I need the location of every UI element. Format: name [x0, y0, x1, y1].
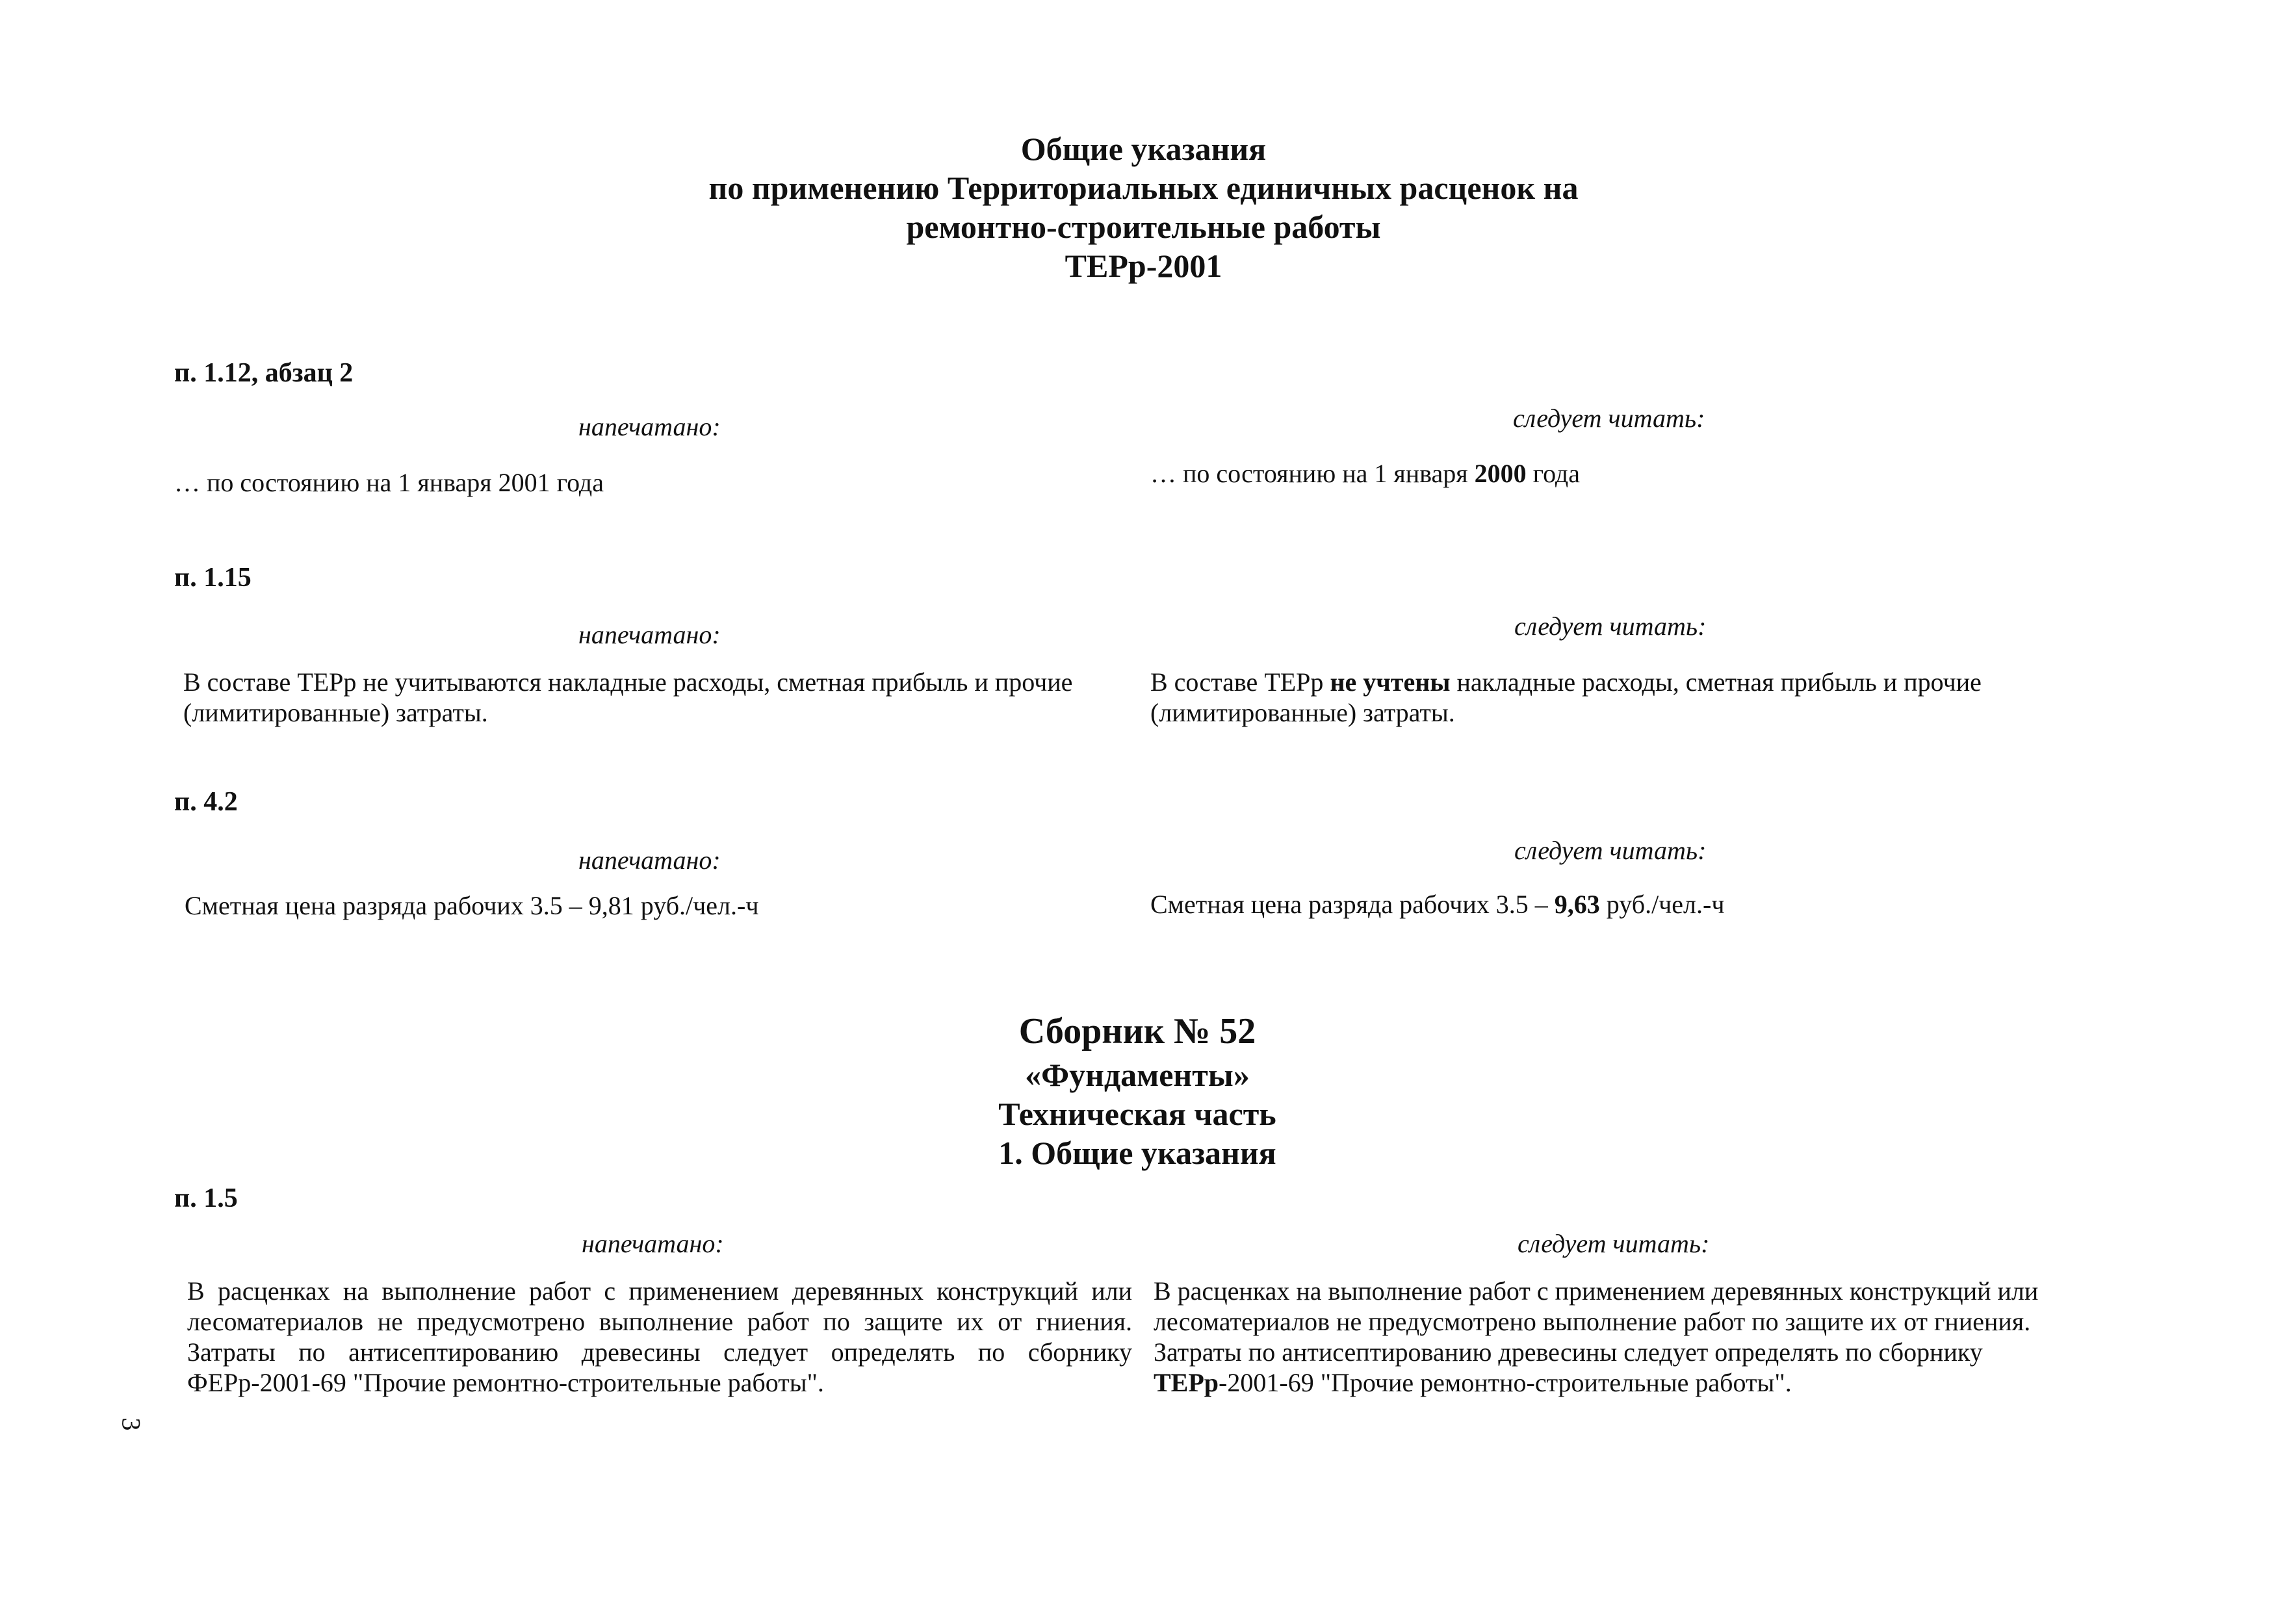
emphasis: ТЕРр [1154, 1368, 1219, 1397]
emphasis: 9,63 [1554, 890, 1600, 919]
section-ref-1-5: п. 1.5 [174, 1183, 238, 1213]
should-read-label: следует читать: [1514, 836, 1707, 865]
collection-name: «Фундаменты» [1025, 1057, 1250, 1093]
collection-title: Сборник № 52 [1018, 1011, 1256, 1051]
should-read-text [1150, 889, 1724, 920]
printed-label: напечатано: [578, 845, 721, 875]
collection-chapter: 1. Общие указания [998, 1135, 1276, 1171]
section-ref-4-2: п. 4.2 [174, 787, 238, 817]
text-part: В расценках на выполнение работ с применением деревянных конструкций или лесоматериалов не предусмотрено выполнение работ по защите их от гниения. Затраты по антисептированию древесины следует определять по сборнику [1154, 1276, 2039, 1367]
header-title-line-1: Общие указания [1020, 131, 1267, 167]
printed-text: В расценках на выполнение работ с применением деревянных конструкций или лесоматериалов не предусмотрено выполнение работ по защите их от гниения. Затраты по антисептированию древесины следует определять по сборнику ФЕРр-2001-69 "Прочие ремонтно-строительные работы". [187, 1276, 1132, 1397]
printed-text: … по состоянию на 1 января 2001 года [174, 468, 604, 497]
text-part: Сметная цена разряда рабочих 3.5 – [1150, 890, 1555, 919]
printed-text: Сметная цена разряда рабочих 3.5 – 9,81 руб./чел.-ч [185, 891, 759, 920]
emphasis: 2000 [1474, 459, 1527, 488]
header-title-line-4: ТЕРр-2001 [1065, 248, 1222, 284]
should-read-label: следует читать: [1513, 404, 1705, 433]
text-part: В составе ТЕРр [1150, 667, 1330, 697]
should-read-label: следует читать: [1518, 1229, 1710, 1258]
section-ref-1-12: п. 1.12, абзац 2 [174, 358, 354, 388]
section-ref-1-15: п. 1.15 [174, 563, 252, 593]
printed-label: напечатано: [578, 620, 721, 649]
text-part: … по состоянию на 1 января [1150, 459, 1475, 488]
printed-text: В составе ТЕРр не учитываются накладные расходы, сметная прибыль и прочие (лимитированные) затраты. [183, 667, 1073, 727]
text-part: руб./чел.-ч [1599, 890, 1725, 919]
should-read-text [1150, 458, 1580, 489]
printed-label: напечатано: [578, 412, 721, 441]
should-read-text [1154, 1276, 2076, 1398]
emphasis: не учтены [1330, 667, 1451, 697]
collection-part: Техническая часть [998, 1096, 1276, 1132]
should-read-text [1150, 667, 2054, 728]
should-read-label: следует читать: [1514, 612, 1707, 641]
text-part: года [1526, 459, 1581, 488]
page-number: 3 [116, 1417, 146, 1431]
header-title-line-2: по применению Территориальных единичных расценок на [708, 170, 1579, 206]
text-part: накладные расходы, сметная прибыль и прочие (лимитированные) затраты. [1150, 667, 1982, 727]
printed-label: напечатано: [582, 1229, 724, 1258]
header-title-line-3: ремонтно-строительные работы [906, 209, 1381, 245]
text-part: -2001-69 "Прочие ремонтно-строительные работы". [1219, 1368, 1792, 1397]
